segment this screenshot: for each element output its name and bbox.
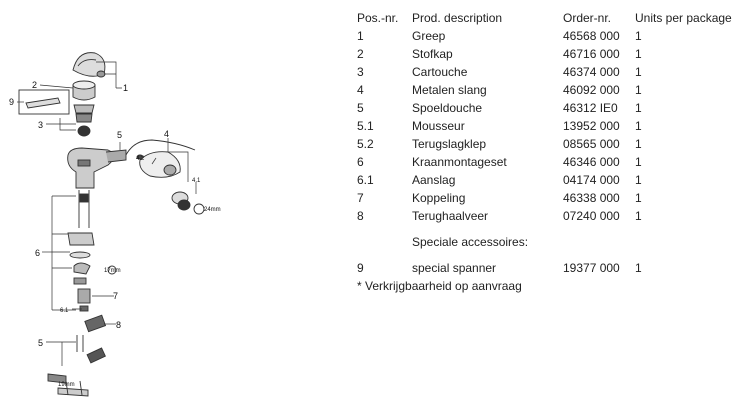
- cell-pos: 8: [357, 209, 364, 223]
- table-row: [357, 99, 741, 117]
- column-header-units: Units per package: [635, 11, 732, 25]
- handle-part: [73, 53, 105, 77]
- exploded-parts-diagram: [0, 0, 350, 404]
- table-row: [357, 45, 741, 63]
- dimension-label: 17mm: [104, 268, 121, 274]
- cell-units: 1: [635, 65, 642, 79]
- leader-lines: [17, 62, 196, 366]
- footnote: * Verkrijgbaarheid op aanvraag: [357, 279, 522, 293]
- cell-pos: 3: [357, 65, 364, 79]
- cell-order-number: 08565 000: [563, 137, 620, 151]
- cell-description: Kraanmontageset: [412, 155, 507, 169]
- parts-list-table: [357, 9, 741, 295]
- callout-9: 9: [9, 97, 15, 107]
- table-row: [357, 27, 741, 45]
- dimension-label: 19mm: [58, 382, 75, 388]
- cell-units: 1: [635, 191, 642, 205]
- callout-6-1: 6.1: [60, 308, 69, 314]
- cell-pos: 5.2: [357, 137, 374, 151]
- accessories-heading: Speciale accessoires:: [412, 235, 529, 249]
- dimension-label: 24mm: [204, 207, 221, 213]
- cell-description: Spoeldouche: [412, 101, 483, 115]
- cell-units: 1: [635, 101, 642, 115]
- cell-units: 1: [635, 47, 642, 61]
- column-header-pos: Pos.-nr.: [357, 11, 399, 25]
- cell-pos: 6: [357, 155, 364, 169]
- cell-pos: 5: [357, 101, 364, 115]
- callout-2: 2: [32, 80, 38, 90]
- cell-units: 1: [635, 29, 642, 43]
- accessories-heading-row: [357, 233, 741, 251]
- cartridge-part: [74, 105, 94, 136]
- table-row: [357, 117, 741, 135]
- dust-cap-part: [73, 81, 95, 100]
- cell-description: Terugslagklep: [412, 137, 487, 151]
- cell-pos: 5.1: [357, 119, 374, 133]
- column-header-description: Prod. description: [412, 11, 503, 25]
- cell-order-number: 19377 000: [563, 261, 620, 275]
- cell-description: Metalen slang: [412, 83, 487, 97]
- table-row: [357, 63, 741, 81]
- callout-6: 6: [35, 248, 41, 258]
- cell-pos: 9: [357, 261, 364, 275]
- cell-units: 1: [635, 155, 642, 169]
- cell-description: Cartouche: [412, 65, 468, 79]
- cell-pos: 4: [357, 83, 364, 97]
- cell-description: Terughaalveer: [412, 209, 489, 223]
- callout-4: 4: [164, 129, 170, 139]
- cell-order-number: 46568 000: [563, 29, 620, 43]
- cell-order-number: 46716 000: [563, 47, 620, 61]
- callout-1: 1: [123, 83, 129, 93]
- special-spanner-part: [19, 90, 69, 114]
- cell-description: Koppeling: [412, 191, 466, 205]
- hose-end-part: [77, 335, 105, 363]
- cell-order-number: 46092 000: [563, 83, 620, 97]
- cell-order-number: 07240 000: [563, 209, 620, 223]
- cell-pos: 2: [357, 47, 364, 61]
- cell-order-number: 46346 000: [563, 155, 620, 169]
- column-header-order: Order-nr.: [563, 11, 612, 25]
- callout-5b: 5: [38, 338, 44, 348]
- table-row: [357, 171, 741, 189]
- callout-7: 7: [113, 291, 119, 301]
- callout-5: 5: [117, 130, 123, 140]
- cell-order-number: 13952 000: [563, 119, 620, 133]
- coupling-part: [78, 289, 90, 311]
- cell-units: 1: [635, 83, 642, 97]
- cell-pos: 1: [357, 29, 364, 43]
- callout-3: 3: [38, 120, 44, 130]
- table-header-row: [357, 9, 741, 27]
- callout-4-1: 4.1: [192, 178, 201, 184]
- cell-description: Greep: [412, 29, 446, 43]
- callout-8: 8: [116, 320, 122, 330]
- cell-pos: 7: [357, 191, 364, 205]
- cell-units: 1: [635, 209, 642, 223]
- mounting-set-part: [68, 233, 116, 284]
- callout-4-2: 4.2: [136, 156, 145, 162]
- cell-description: Aanslag: [412, 173, 456, 187]
- tap-body-part: [68, 148, 126, 228]
- return-spring-part: [85, 315, 106, 331]
- cell-description: special spanner: [412, 261, 497, 275]
- cell-pos: 6.1: [357, 173, 374, 187]
- table-row: [357, 259, 741, 277]
- cell-order-number: 46312 IE0: [563, 101, 618, 115]
- cell-units: 1: [635, 261, 642, 275]
- cell-description: Mousseur: [412, 119, 465, 133]
- cell-units: 1: [635, 119, 642, 133]
- table-row: [357, 189, 741, 207]
- cell-description: Stofkap: [412, 47, 453, 61]
- cell-order-number: 46374 000: [563, 65, 620, 79]
- cell-order-number: 04174 000: [563, 173, 620, 187]
- table-row: [357, 135, 741, 153]
- cell-units: 1: [635, 137, 642, 151]
- cell-order-number: 46338 000: [563, 191, 620, 205]
- table-row: [357, 207, 741, 225]
- cell-units: 1: [635, 173, 642, 187]
- table-row: [357, 81, 741, 99]
- table-row: [357, 153, 741, 171]
